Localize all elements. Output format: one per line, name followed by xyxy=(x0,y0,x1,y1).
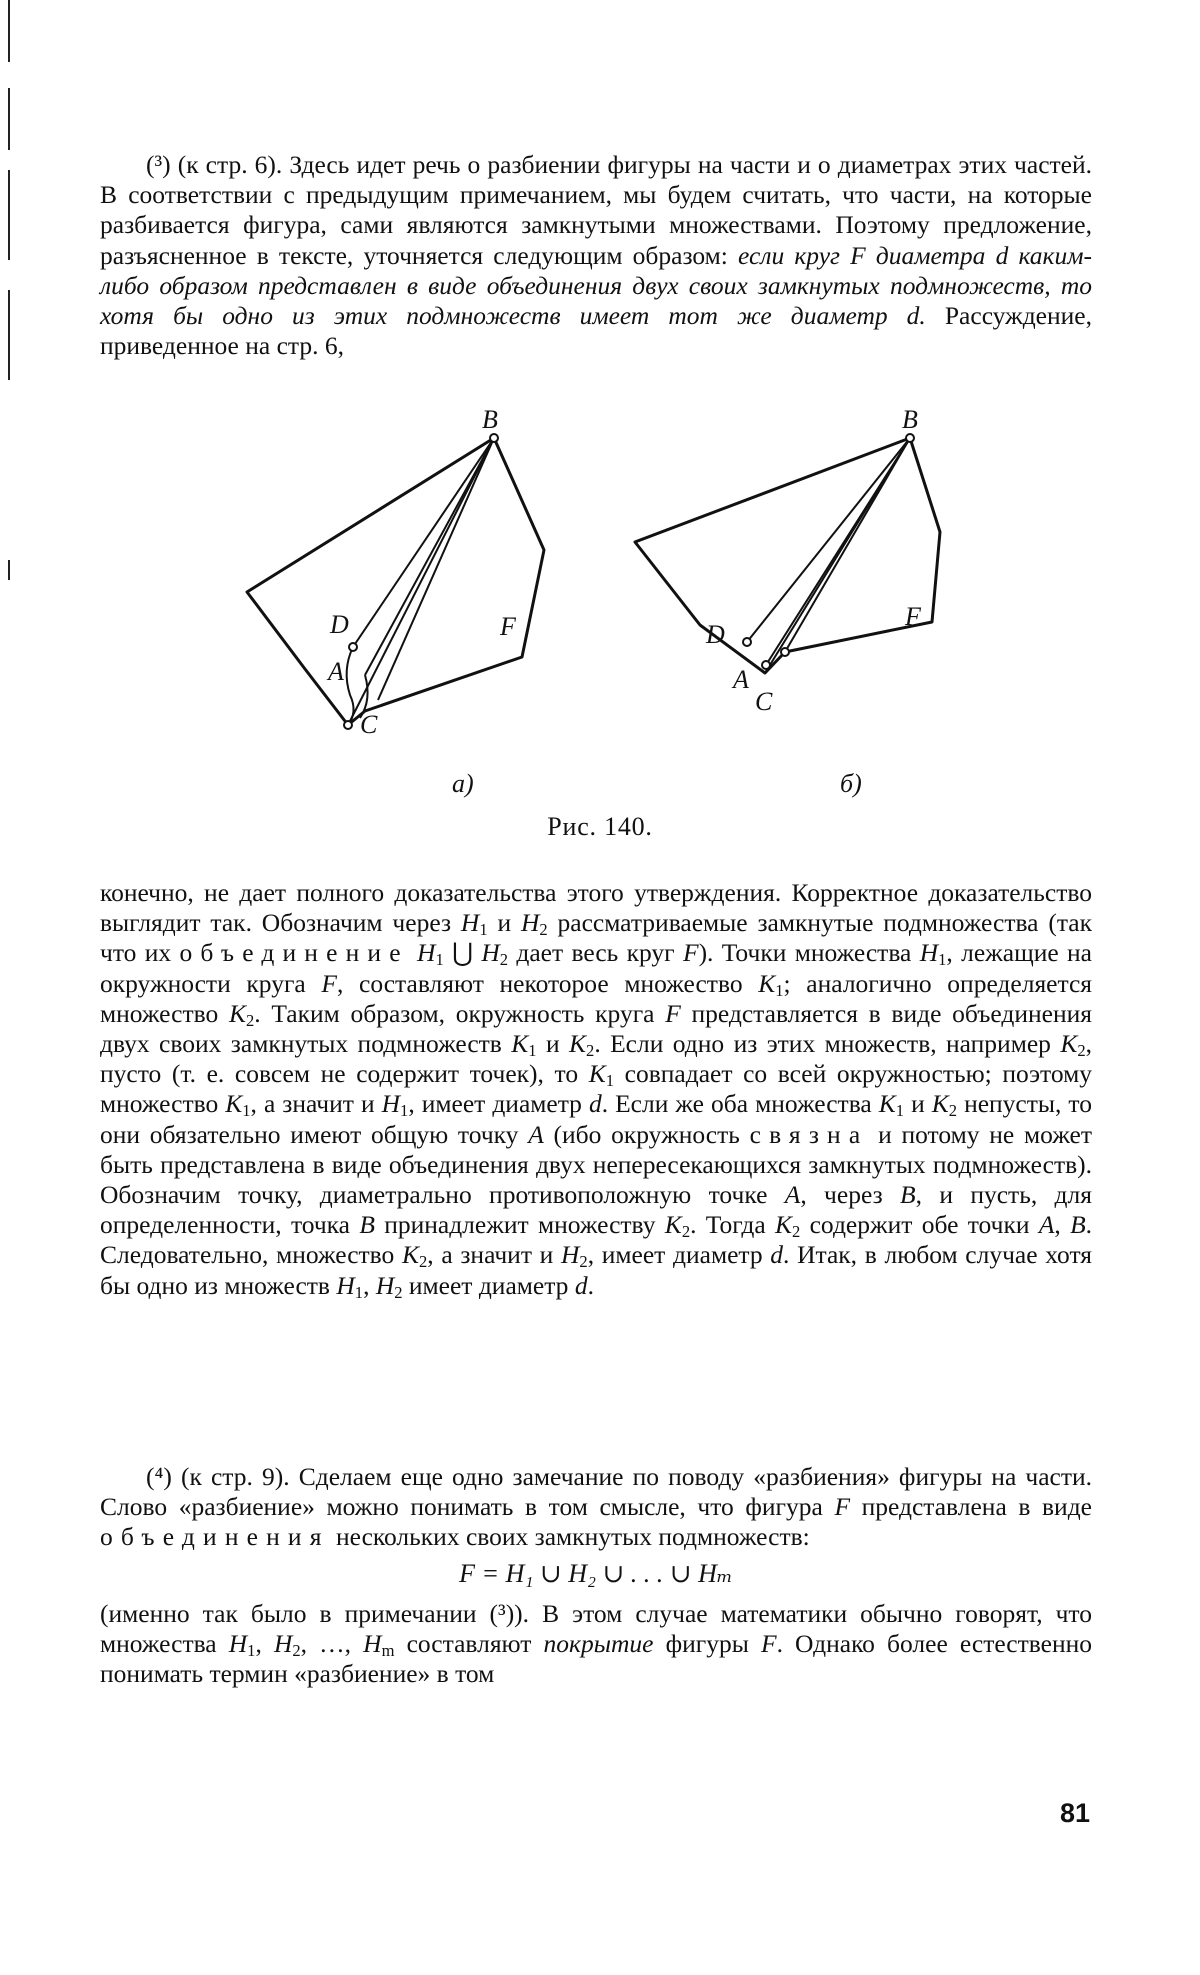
left-polygon xyxy=(247,438,544,725)
right-chord xyxy=(765,438,910,673)
label-B: B xyxy=(902,405,918,434)
scan-edge-line xyxy=(8,290,10,380)
label-F: F xyxy=(500,612,516,641)
scan-edge-line xyxy=(8,560,10,580)
left-chord xyxy=(378,438,494,700)
point-C-right xyxy=(781,648,789,656)
scan-edge-line xyxy=(8,0,10,62)
note-3 xyxy=(100,150,1092,361)
left-chord xyxy=(353,438,494,647)
union-formula: F = H₁ ∪ H₂ ∪ . . . ∪ Hₘ xyxy=(459,1558,733,1588)
label-F: F xyxy=(905,602,921,631)
point-B-left xyxy=(490,434,498,442)
italic-statement: если круг F диаметра d каким-либо образом представлен в виде объединения двух своих замкнутых подмножеств, то хотя бы одно из этих подмножеств имеет тот же диаметр d. xyxy=(100,240,1092,331)
spaced-emphasis: объединение xyxy=(179,938,409,968)
note-4-continuation: (именно так было в примечании (³)). В этом случае математики обычно говорят, что множества $H_1$, $H_2$, …, $H_m$ составляют покрытие фигуры F. Однако более естественно понимать термин «разбиение» в том xyxy=(100,1598,1093,1689)
subfigure-label-a: а) xyxy=(452,769,474,798)
label-A: A xyxy=(328,657,344,686)
label-D: D xyxy=(330,610,349,639)
page-number: 81 xyxy=(1059,1798,1090,1828)
left-inner-arc xyxy=(347,647,354,725)
point-C-left xyxy=(344,721,352,729)
footnote-marker: (⁴) xyxy=(146,1462,172,1491)
left-chord xyxy=(348,438,494,725)
note-3-paragraph: (³) (к стр. 6). Здесь идет речь о разбиении фигуры на части и о диаметрах этих частей. В соответствии с предыдущим примечанием, мы будем считать, что части, на которые разбивается фигура, сами являются замкнутыми множествами. Поэтому предложение, разъясненное в тексте, уточняется следующим образом: если круг F диаметра d каким-либо образом представлен в виде объединения двух своих замкнутых подмножеств, то хотя бы одно из этих подмножеств имеет тот же диаметр d. Рассуждение, приведенное на стр. 6, xyxy=(100,150,1092,361)
point-D-left xyxy=(349,643,357,651)
label-C: C xyxy=(755,687,773,716)
spaced-emphasis: объединения xyxy=(100,1522,330,1552)
label-C: C xyxy=(360,710,378,739)
point-A-right xyxy=(762,661,770,669)
figure-drawing xyxy=(160,405,1040,850)
point-B-right xyxy=(906,434,914,442)
note-4 xyxy=(100,1462,1092,1689)
label-B: B xyxy=(482,405,498,434)
note-4-paragraph: (⁴) (к стр. 9). Сделаем еще одно замечание по поводу «разбиения» фигуры на части. Слово «разбиение» можно понимать в том смысле, что фигура F представлена в виде объединения нескольких своих замкнутых подмножеств: xyxy=(100,1462,1093,1552)
italic-term: покрытие xyxy=(543,1628,654,1658)
point-D-right xyxy=(743,638,751,646)
note-3-continuation xyxy=(100,878,1092,1301)
subfigure-label-b: б) xyxy=(840,769,862,798)
label-D: D xyxy=(706,620,725,649)
left-chord xyxy=(365,438,494,675)
figure-140 xyxy=(160,405,1040,850)
label-A: A xyxy=(733,665,749,694)
scan-edge-line xyxy=(8,88,10,150)
footnote-marker: (³) xyxy=(146,150,171,179)
figure-caption: Рис. 140. xyxy=(547,812,653,841)
proof-paragraph: конечно, не дает полного доказательства этого утверждения. Корректное доказательство выглядит так. Обозначим через $H_1$ и $H_2$ рассматриваемые замкнутые подмножества (так что их объединение $H_1$ ⋃ $H_2$ дает весь круг F). Точки множества $H_1$, лежащие на окружности круга F, составляют некоторое множество $K_1$; аналогично определяется множество $K_2$. Таким образом, окружность круга F представляется в виде объединения двух своих замкнутых подмножеств $K_1$ и $K_2$. Если одно из этих множеств, например $K_2$, пусто (т. е. совсем не содержит точек), то $K_1$ совпадает со всей окружностью; поэтому множество $K_1$, а значит и $H_1$, имеет диаметр d. Если же оба множества $K_1$ и $K_2$ непусты, то они обязательно имеют общую точку A (ибо окружность связна и потому не может быть представлена в виде объединения двух непересекающихся замкнутых подмножеств). Обозначим точку, диаметрально противоположную точке A, через B, и пусть, для определенности, точка B принадлежит множеству $K_2$. Тогда $K_2$ содержит обе точки A, B. Следовательно, множество $K_2$, а значит и $H_2$, имеет диаметр d. Итак, в любом случае хотя бы одно из множеств $H_1$, $H_2$ имеет диаметр d. xyxy=(100,878,1093,1302)
spaced-emphasis: связна xyxy=(749,1119,869,1149)
scan-edge-line xyxy=(8,170,10,260)
